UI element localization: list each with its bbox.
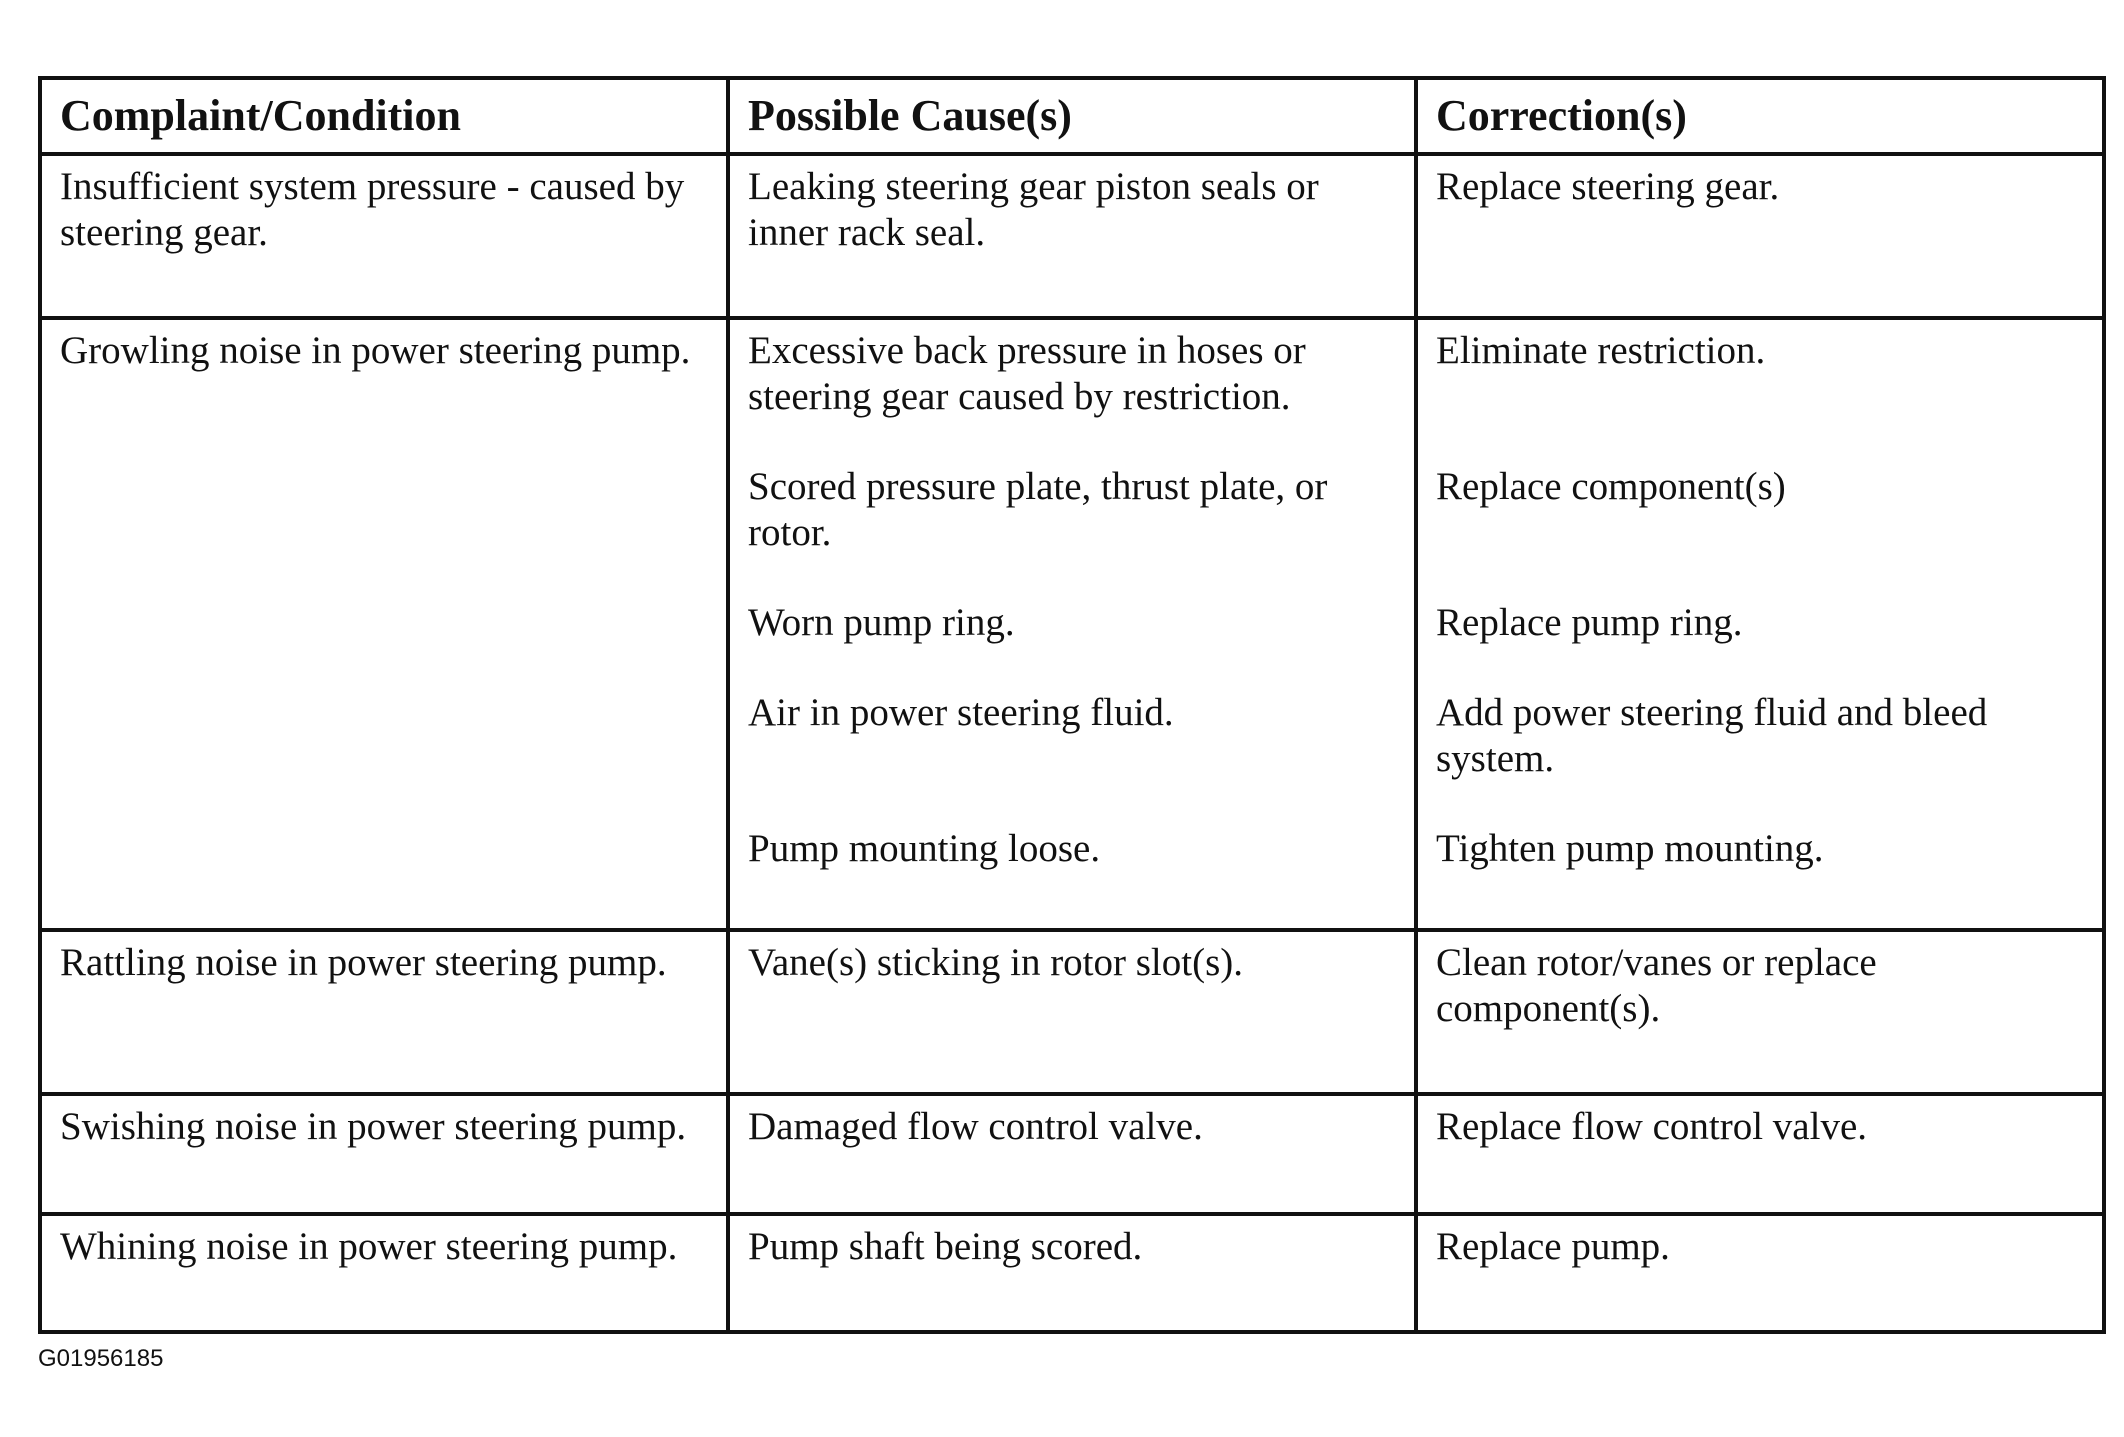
cause-entry: Damaged flow control valve. [748, 1105, 1203, 1148]
table-row [40, 318, 2104, 930]
correction-entry: Replace steering gear. [1436, 165, 1780, 208]
correction-cell [1416, 318, 2104, 930]
correction-slot [1436, 328, 2084, 464]
cause-slot [748, 328, 1396, 464]
table-row [40, 1214, 2104, 1332]
cause-cell [728, 154, 1416, 318]
correction-cell [1416, 930, 2104, 1094]
header-correction: Correction(s) [1416, 78, 2104, 154]
correction-slot [1436, 600, 2084, 690]
cause-slot [748, 826, 1396, 872]
correction-entry: Eliminate restriction. [1436, 329, 1766, 372]
cause-cell [728, 318, 1416, 930]
cause-entry: Pump mounting loose. [748, 827, 1101, 870]
header-condition: Complaint/Condition [40, 78, 728, 154]
header-row [40, 78, 2104, 154]
condition-cell: Insufficient system pressure - caused by steering gear. [40, 154, 728, 318]
figure-id: G01956185 [38, 1345, 164, 1372]
cause-entry: Leaking steering gear piston seals or inner rack seal. [748, 165, 1319, 254]
cause-slot [748, 690, 1396, 826]
condition-cell: Growling noise in power steering pump. [40, 318, 728, 930]
correction-entry: Replace pump. [1436, 1225, 1670, 1268]
cause-slot [748, 464, 1396, 600]
condition-cell: Rattling noise in power steering pump. [40, 930, 728, 1094]
cause-cell [728, 1214, 1416, 1332]
cause-entry: Pump shaft being scored. [748, 1225, 1143, 1268]
cause-entry: Excessive back pressure in hoses or steering gear caused by restriction. [748, 329, 1306, 418]
table-row [40, 1094, 2104, 1214]
table-row [40, 154, 2104, 318]
correction-entry: Add power steering fluid and bleed system. [1436, 691, 1988, 780]
correction-slot [1436, 826, 2084, 872]
correction-entry: Clean rotor/vanes or replace component(s). [1436, 941, 1877, 1030]
correction-entry: Replace pump ring. [1436, 601, 1743, 644]
cause-entry: Air in power steering fluid. [748, 691, 1174, 734]
correction-cell [1416, 1214, 2104, 1332]
correction-cell [1416, 154, 2104, 318]
correction-entry: Replace flow control valve. [1436, 1105, 1867, 1148]
cause-cell [728, 930, 1416, 1094]
correction-cell [1416, 1094, 2104, 1214]
correction-entry: Replace component(s) [1436, 465, 1786, 508]
correction-slot [1436, 690, 2084, 826]
cause-entry: Vane(s) sticking in rotor slot(s). [748, 941, 1244, 984]
header-cause: Possible Cause(s) [728, 78, 1416, 154]
cause-entry: Worn pump ring. [748, 601, 1015, 644]
correction-slot [1436, 464, 2084, 600]
condition-cell: Whining noise in power steering pump. [40, 1214, 728, 1332]
cause-entry: Scored pressure plate, thrust plate, or rotor. [748, 465, 1328, 554]
diagnosis-table [38, 76, 2106, 1334]
table-row [40, 930, 2104, 1094]
correction-entry: Tighten pump mounting. [1436, 827, 1824, 870]
cause-slot [748, 600, 1396, 690]
cause-cell [728, 1094, 1416, 1214]
condition-cell: Swishing noise in power steering pump. [40, 1094, 728, 1214]
